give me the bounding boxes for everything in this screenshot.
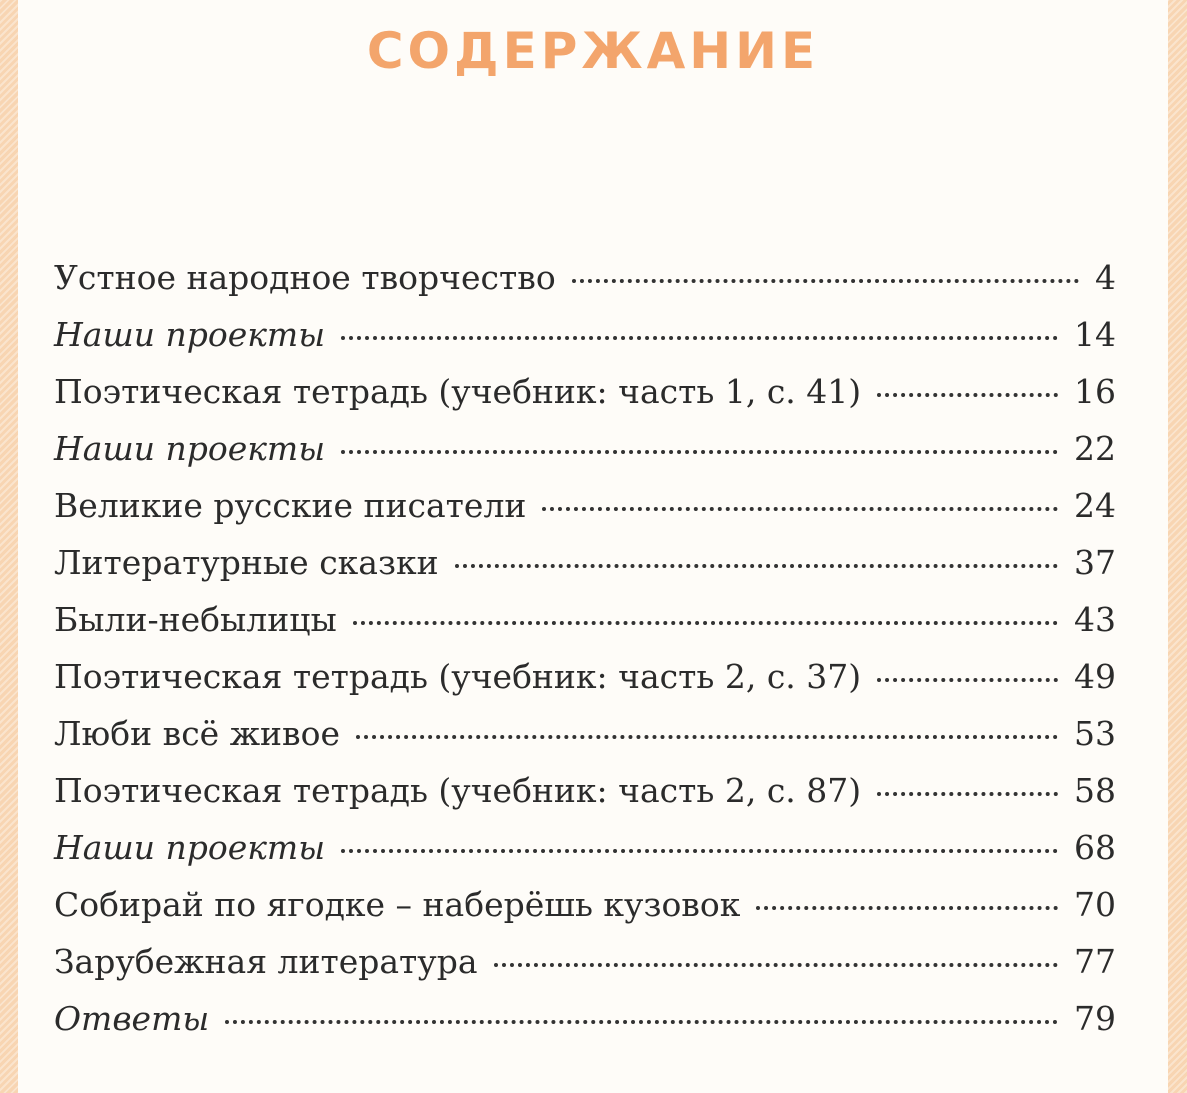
toc-entry [54,315,1116,372]
toc-entry [54,885,1116,942]
toc-entry [54,771,1116,828]
toc-entry-page: 37 [1074,543,1116,582]
toc-entry-title: Были-небылицы [54,600,337,639]
toc-entry-page: 22 [1074,429,1116,468]
table-of-contents [54,258,1116,1056]
toc-entry-title: Люби всё живое [54,714,341,753]
dot-leader [572,279,1079,283]
toc-entry [54,600,1116,657]
toc-entry [54,657,1116,714]
toc-entry-title: Собирай по ягодке – наберёшь кузовок [54,885,741,924]
toc-entry-page: 70 [1074,885,1116,924]
dot-leader [353,621,1058,625]
page-title: СОДЕРЖАНИЕ [366,22,820,80]
toc-entry-page: 24 [1074,486,1116,525]
toc-entry-title: Великие русские писатели [54,486,527,525]
dot-leader [877,678,1058,682]
toc-entry [54,714,1116,771]
dot-leader [756,906,1058,910]
toc-entry [54,942,1116,999]
toc-entry [54,372,1116,429]
toc-entry-page: 68 [1074,828,1116,867]
dot-leader [225,1020,1058,1024]
toc-entry-title: Ответы [54,999,210,1038]
dot-leader [494,963,1058,967]
toc-entry-page: 49 [1074,657,1116,696]
toc-entry-title: Поэтическая тетрадь (учебник: часть 2, с. 87) [54,771,862,810]
page-sheet [18,0,1168,1093]
toc-entry-page: 53 [1074,714,1116,753]
toc-entry [54,486,1116,543]
toc-entry-page: 58 [1074,771,1116,810]
toc-entry [54,429,1116,486]
toc-entry-page: 79 [1074,999,1116,1038]
toc-entry-title: Наши проекты [54,315,326,354]
toc-entry-title: Устное народное творчество [54,258,556,297]
toc-entry-page: 43 [1074,600,1116,639]
toc-entry [54,828,1116,885]
toc-entry-title: Наши проекты [54,828,326,867]
toc-entry-page: 4 [1095,258,1116,297]
dot-leader [542,507,1058,511]
dot-leader [341,336,1058,340]
dot-leader [455,564,1058,568]
dot-leader [877,393,1058,397]
toc-entry-title: Наши проекты [54,429,326,468]
dot-leader [356,735,1058,739]
toc-entry-page: 16 [1074,372,1116,411]
dot-leader [341,849,1058,853]
toc-entry-page: 77 [1074,942,1116,981]
toc-entry [54,543,1116,600]
toc-entry-page: 14 [1074,315,1116,354]
toc-entry [54,999,1116,1056]
dot-leader [877,792,1058,796]
toc-entry [54,258,1116,315]
toc-entry-title: Литературные сказки [54,543,439,582]
toc-entry-title: Поэтическая тетрадь (учебник: часть 1, с. 41) [54,372,862,411]
dot-leader [341,450,1058,454]
toc-entry-title: Поэтическая тетрадь (учебник: часть 2, с. 37) [54,657,862,696]
toc-entry-title: Зарубежная литература [54,942,478,981]
